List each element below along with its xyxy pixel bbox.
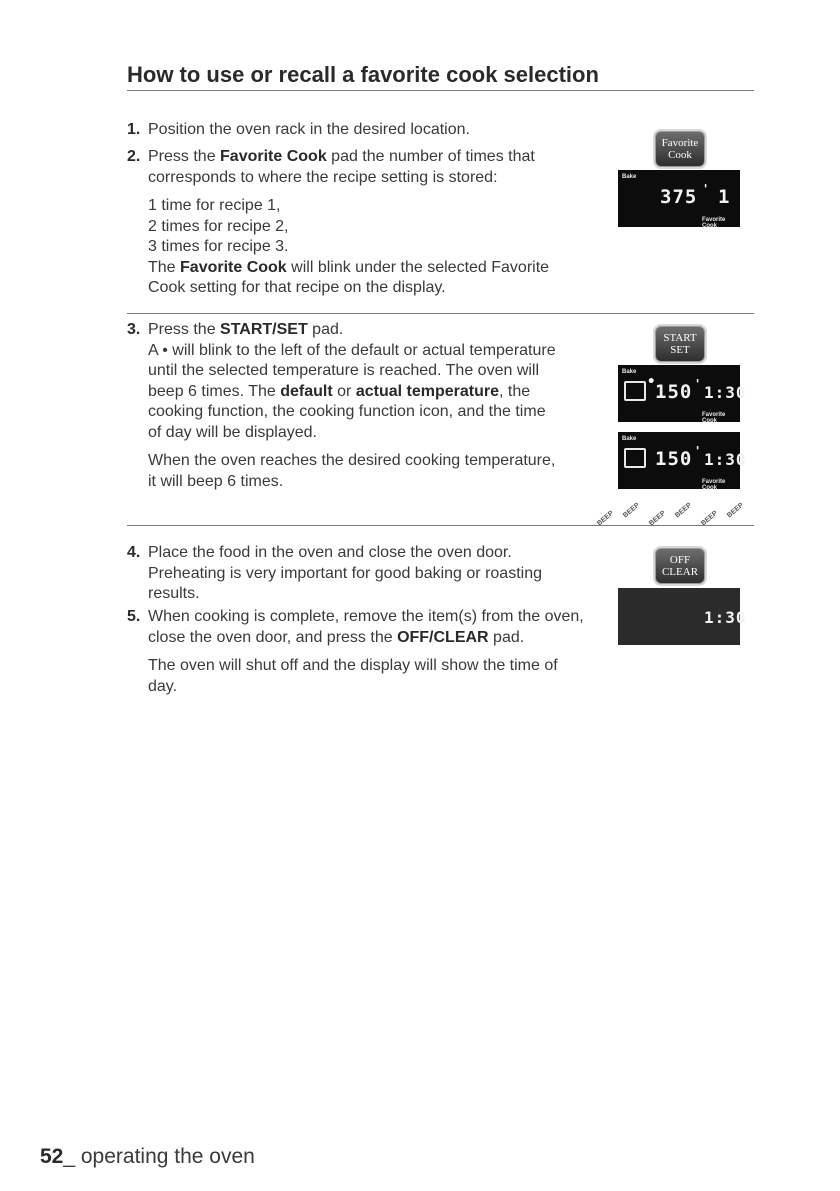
step-2 bbox=[127, 147, 597, 299]
step-number: 1. bbox=[127, 121, 141, 138]
step-note: The Favorite Cook will blink under the selected Favorite Cook setting for that recipe on the display. bbox=[148, 258, 550, 296]
step-number: 5. bbox=[127, 608, 141, 625]
page-number: 52 bbox=[40, 1145, 64, 1168]
beep-label: BEEP bbox=[596, 509, 616, 528]
step-1 bbox=[127, 120, 597, 141]
step-text: Position the oven rack in the desired location. bbox=[148, 121, 470, 138]
step-number: 2. bbox=[127, 148, 141, 165]
step-text: Press the Favorite Cook pad the number of times that corresponds to where the recipe setting is stored: bbox=[148, 148, 535, 186]
bake-function-icon bbox=[624, 381, 646, 401]
beep-label: BEEP bbox=[726, 501, 746, 520]
recipe-list-item: 2 times for recipe 2, bbox=[148, 217, 289, 235]
page-footer bbox=[40, 1145, 255, 1169]
step-number: 4. bbox=[127, 544, 141, 561]
off-clear-term: OFF/CLEAR bbox=[397, 628, 489, 646]
step-3 bbox=[127, 320, 597, 492]
beep-label: BEEP bbox=[674, 501, 694, 520]
beep-label: BEEP bbox=[622, 501, 642, 520]
oven-display: 1:30 bbox=[618, 588, 740, 645]
step-text: Press the START/SET pad. bbox=[148, 321, 344, 338]
title-rule bbox=[127, 90, 754, 91]
beep-label: BEEP bbox=[648, 509, 668, 528]
step-number: 3. bbox=[127, 321, 141, 338]
step-note: When the oven reaches the desired cooking temperature, it will beep 6 times. bbox=[148, 452, 556, 490]
recipe-list-item: 1 time for recipe 1, bbox=[148, 197, 281, 214]
section-rule bbox=[127, 313, 754, 314]
step-text: When cooking is complete, remove the item(s) from the oven, close the oven door, and press the OFF/CLEAR pad. bbox=[148, 608, 584, 646]
step-note: A • will blink to the left of the default or actual temperature until the selected temperature is reached. The oven will beep 6 times. The default or actual temperature, the cooking function, the cooking function icon, and the time of day will be displayed. bbox=[148, 341, 556, 441]
oven-display: Bake 375 ' 1 Favorite Cook bbox=[618, 170, 740, 227]
favorite-cook-pad[interactable]: Favorite Cook bbox=[655, 131, 705, 167]
favorite-cook-term: Favorite Cook bbox=[220, 148, 327, 165]
recipe-list-item: 3 times for recipe 3. bbox=[148, 238, 289, 255]
page-title: How to use or recall a favorite cook selection bbox=[127, 62, 599, 87]
start-set-pad[interactable]: START SET bbox=[655, 326, 705, 362]
favorite-cook-term: Favorite Cook bbox=[180, 258, 287, 276]
step-4 bbox=[127, 543, 597, 605]
oven-display: Bake 150 ' 1:30 Favorite Cook bbox=[618, 432, 740, 489]
bake-function-icon bbox=[624, 448, 646, 468]
step-5 bbox=[127, 607, 597, 697]
beep-label: BEEP bbox=[700, 509, 720, 528]
section-name: _ operating the oven bbox=[63, 1145, 255, 1168]
start-set-term: START/SET bbox=[220, 321, 308, 338]
beep-indicators bbox=[592, 496, 762, 526]
step-note: The oven will shut off and the display will show the time of day. bbox=[148, 657, 558, 695]
off-clear-pad[interactable]: OFF CLEAR bbox=[655, 548, 705, 584]
step-text: Place the food in the oven and close the oven door. Preheating is very important for good baking or roasting results. bbox=[148, 544, 542, 602]
oven-display: Bake • 150 ' 1:30 Favorite Cook bbox=[618, 365, 740, 422]
